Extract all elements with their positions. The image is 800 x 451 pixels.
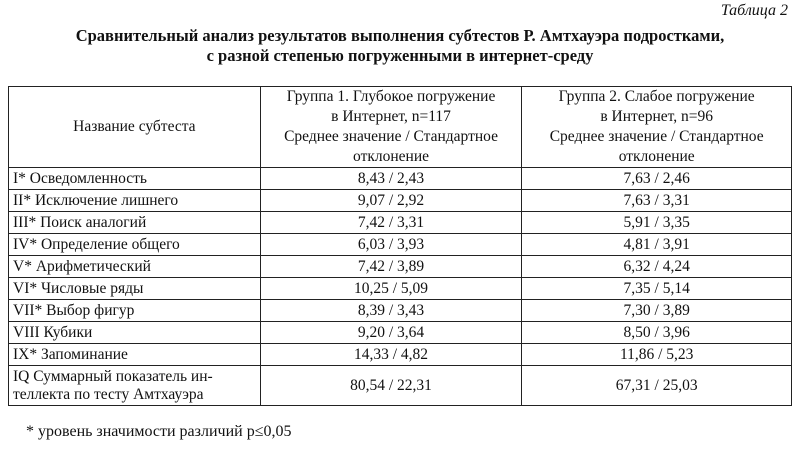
group-2-value: 4,81 / 3,91 xyxy=(522,234,792,256)
header-subtest-name: Название субтеста xyxy=(9,87,261,168)
subtest-name: VI* Числовые ряды xyxy=(9,278,261,300)
group-1-value: 8,43 / 2,43 xyxy=(260,168,522,190)
group-1-value: 10,25 / 5,09 xyxy=(260,278,522,300)
subtest-name: VII* Выбор фигур xyxy=(9,300,261,322)
header-row xyxy=(9,87,792,168)
table-row xyxy=(9,344,792,366)
group-2-value: 6,32 / 4,24 xyxy=(522,256,792,278)
header-group-1-line-1: Группа 1. Глубокое погружение xyxy=(286,88,496,105)
significance-footnote: * уровень значимости различий p≤0,05 xyxy=(26,423,292,440)
group-1-value: 6,03 / 3,93 xyxy=(260,234,522,256)
header-group-2-line-4: отклонение xyxy=(618,148,695,165)
group-1-value: 14,33 / 4,82 xyxy=(260,344,522,366)
group-1-value: 7,42 / 3,89 xyxy=(260,256,522,278)
subtest-name: I* Осведомленность xyxy=(9,168,261,190)
group-2-value: 7,35 / 5,14 xyxy=(522,278,792,300)
table-row xyxy=(9,322,792,344)
title-line-2: с разной степенью погруженными в интернет-среду xyxy=(206,46,594,65)
table-row xyxy=(9,278,792,300)
header-group-1-line-4: отклонение xyxy=(353,148,430,165)
title-line-1: Сравнительный анализ результатов выполнения субтестов Р. Амтхауэра подростками, xyxy=(75,26,725,45)
subtest-name: VIII Кубики xyxy=(9,322,261,344)
header-group-1 xyxy=(260,87,522,168)
header-group-1-line-3: Среднее значение / Стандартное xyxy=(284,128,498,145)
group-2-value: 7,30 / 3,89 xyxy=(522,300,792,322)
table-row xyxy=(9,168,792,190)
group-1-value: 9,07 / 2,92 xyxy=(260,190,522,212)
table-row xyxy=(9,234,792,256)
table-row xyxy=(9,190,792,212)
group-2-value: 11,86 / 5,23 xyxy=(522,344,792,366)
group-1-value: 9,20 / 3,64 xyxy=(260,322,522,344)
iq-group-1-value: 80,54 / 22,31 xyxy=(260,366,522,406)
header-group-1-line-2: в Интернет, n=117 xyxy=(331,108,451,125)
subtest-name: IV* Определение общего xyxy=(9,234,261,256)
iq-total-name-line-2: теллекта по тесту Амтхауэра xyxy=(13,385,204,403)
header-group-2-line-2: в Интернет, n=96 xyxy=(600,108,713,125)
subtest-name: III* Поиск аналогий xyxy=(9,212,261,234)
table-number-label: Таблица 2 xyxy=(720,2,788,19)
header-group-2 xyxy=(522,87,792,168)
header-group-2-line-3: Среднее значение / Стандартное xyxy=(549,128,764,145)
table-row-iq-total xyxy=(9,366,792,406)
group-2-value: 5,91 / 3,35 xyxy=(522,212,792,234)
table-row xyxy=(9,256,792,278)
header-group-2-line-1: Группа 2. Слабое погружение xyxy=(558,88,755,105)
subtest-name: IX* Запоминание xyxy=(9,344,261,366)
iq-group-2-value: 67,31 / 25,03 xyxy=(522,366,792,406)
table-row xyxy=(9,212,792,234)
table-row xyxy=(9,300,792,322)
table-title xyxy=(0,26,800,66)
group-2-value: 7,63 / 3,31 xyxy=(522,190,792,212)
group-1-value: 8,39 / 3,43 xyxy=(260,300,522,322)
group-2-value: 8,50 / 3,96 xyxy=(522,322,792,344)
subtest-name: V* Арифметический xyxy=(9,256,261,278)
subtest-name: II* Исключение лишнего xyxy=(9,190,261,212)
group-1-value: 7,42 / 3,31 xyxy=(260,212,522,234)
results-table xyxy=(8,86,792,406)
iq-total-name xyxy=(9,366,261,406)
iq-total-name-line-1: IQ Суммарный показатель ин- xyxy=(13,367,213,385)
group-2-value: 7,63 / 2,46 xyxy=(522,168,792,190)
